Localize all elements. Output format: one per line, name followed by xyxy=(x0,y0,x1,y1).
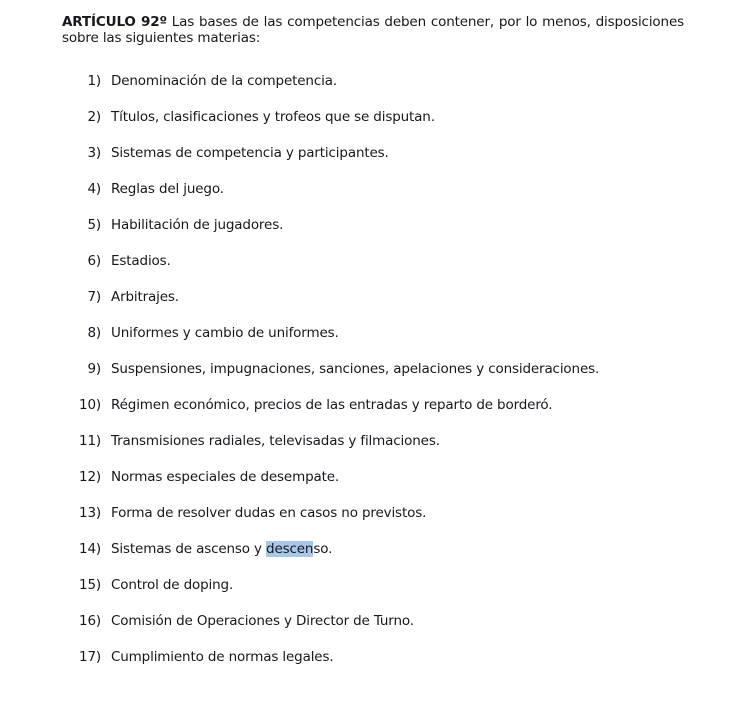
list-item-text: Denominación de la competencia. xyxy=(111,73,337,89)
list-item-text: Control de doping. xyxy=(111,577,234,593)
article-heading-label: ARTÍCULO 92º xyxy=(62,14,167,30)
list-item-text-pre: Sistemas de ascenso y xyxy=(111,541,267,557)
list-item-text: Forma de resolver dudas en casos no previstos. xyxy=(111,505,427,521)
list-item xyxy=(62,469,684,485)
list-item-text: Comisión de Operaciones y Director de Turno. xyxy=(111,613,414,629)
list-item-number: 2) xyxy=(87,109,101,125)
article-heading-text: Las bases de las competencias deben contener, por lo menos, disposiciones sobre las siguientes materias: xyxy=(62,14,684,46)
list-item xyxy=(62,541,684,557)
list-item-text: Cumplimiento de normas legales. xyxy=(111,649,334,665)
list-item-text: Transmisiones radiales, televisadas y filmaciones. xyxy=(111,433,440,449)
list-item xyxy=(62,505,684,521)
list-item-text: Régimen económico, precios de las entradas y reparto de borderó. xyxy=(111,397,553,413)
list-item-text: Uniformes y cambio de uniformes. xyxy=(111,325,339,341)
list-item-number: 10) xyxy=(79,397,101,413)
article-heading xyxy=(62,15,684,46)
list-item-number: 13) xyxy=(79,505,101,521)
list-item-text: Habilitación de jugadores. xyxy=(111,217,284,233)
list-item xyxy=(62,109,684,125)
list-item-text-post: so. xyxy=(313,541,333,557)
list-item xyxy=(62,613,684,629)
list-item xyxy=(62,145,684,161)
list-item xyxy=(62,253,684,269)
list-item xyxy=(62,325,684,341)
list-item-number: 15) xyxy=(79,577,101,593)
list-item-number: 16) xyxy=(79,613,101,629)
list-item-number: 9) xyxy=(87,361,101,377)
list-item-text xyxy=(111,541,332,557)
list-item xyxy=(62,181,684,197)
list-item-number: 7) xyxy=(87,289,101,305)
list-item-number: 5) xyxy=(87,217,101,233)
list-item-text: Estadios. xyxy=(111,253,171,269)
list-item xyxy=(62,361,684,377)
list-item-text: Arbitrajes. xyxy=(111,289,179,305)
list-item xyxy=(62,73,684,89)
list-item-number: 17) xyxy=(79,649,101,665)
list-item xyxy=(62,649,684,665)
list-item-number: 6) xyxy=(87,253,101,269)
list-item-number: 11) xyxy=(79,433,101,449)
article-list xyxy=(62,73,684,665)
list-item-number: 14) xyxy=(79,541,101,557)
list-item-text: Reglas del juego. xyxy=(111,181,224,197)
list-item-text: Sistemas de competencia y participantes. xyxy=(111,145,389,161)
list-item-number: 12) xyxy=(79,469,101,485)
list-item-text: Títulos, clasificaciones y trofeos que se disputan. xyxy=(111,109,435,125)
list-item-number: 1) xyxy=(87,73,101,89)
list-item-text: Suspensiones, impugnaciones, sanciones, apelaciones y consideraciones. xyxy=(111,361,600,377)
list-item xyxy=(62,577,684,593)
list-item xyxy=(62,289,684,305)
list-item-number: 3) xyxy=(87,145,101,161)
list-item xyxy=(62,433,684,449)
list-item xyxy=(62,217,684,233)
list-item-number: 8) xyxy=(87,325,101,341)
selected-text: descen xyxy=(266,541,314,557)
list-item-text: Normas especiales de desempate. xyxy=(111,469,340,485)
list-item xyxy=(62,397,684,413)
list-item-number: 4) xyxy=(87,181,101,197)
